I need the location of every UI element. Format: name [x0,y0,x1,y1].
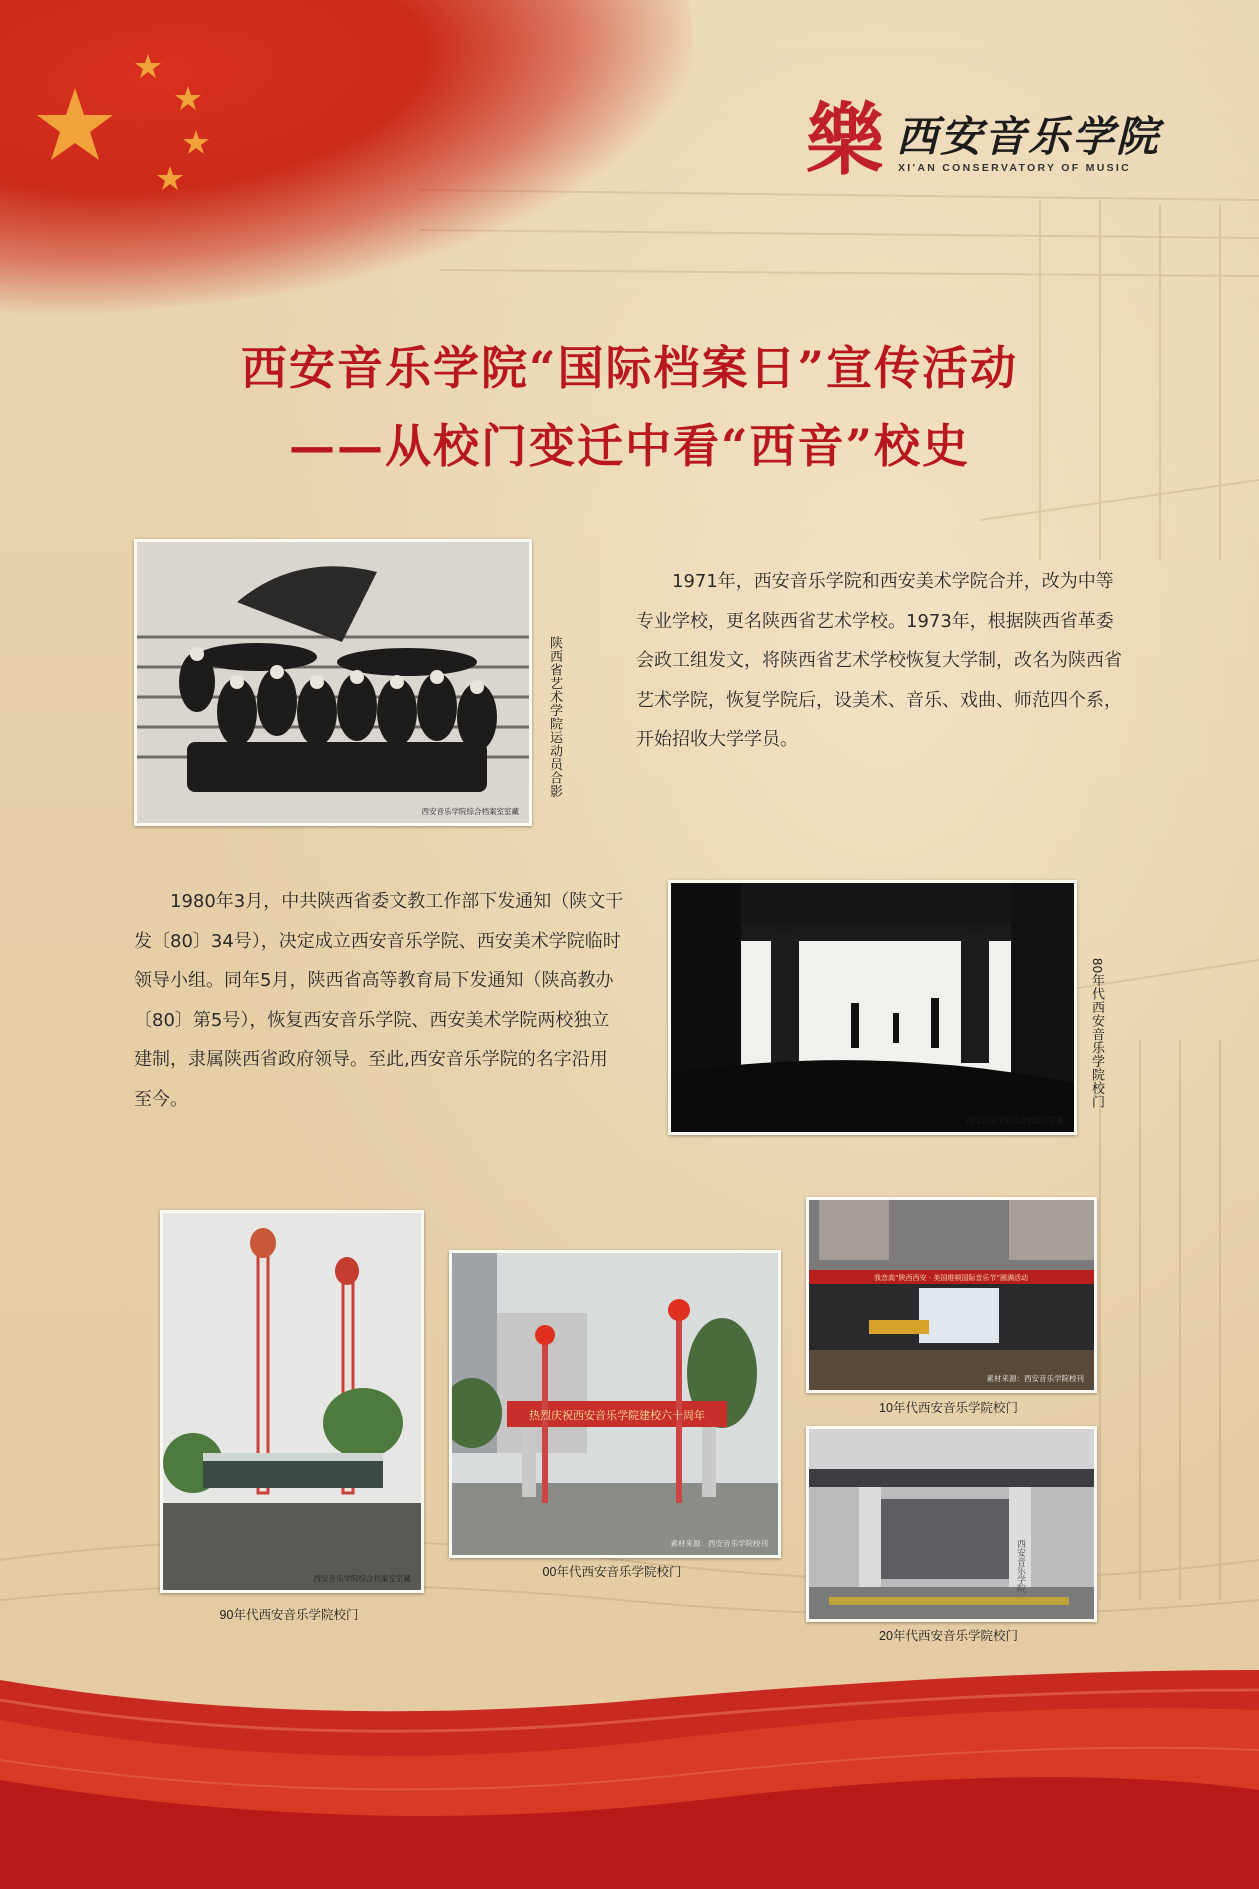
school-logo [806,96,1166,186]
photo-80s-gate [668,880,1077,1135]
page-subtitle: ——从校门变迁中看“西音”校史 [289,419,970,473]
photo-credit: 素材来源：西安音乐学院校刊 [986,1374,1084,1383]
photo-00s-gate [449,1250,781,1558]
photo-credit: 素材来源：西安音乐学院校刊 [670,1539,768,1548]
photo-caption-80s: 80年代西安音乐学院校门 [1090,958,1105,1109]
photo-caption-athletes: 陕西省艺术学院运动员合影 [548,636,563,798]
logo-name-en: XI'AN CONSERVATORY OF MUSIC [898,162,1132,174]
photo-10s-gate [806,1197,1097,1393]
photo-90s-gate [160,1210,424,1593]
flag-stars-icon [20,40,250,210]
photo-credit: 西安音乐学院综合档案室室藏 [313,1574,411,1583]
photo-athletes-group [134,539,532,826]
paragraph-1980: 1980年3月，中共陕西省委文教工作部下发通知（陕文干发〔80〕34号），决定成立西安音乐学院、西安美术学院临时领导小组。同年5月，陕西省高等教育局下发通知（陕高教办〔80〕第5号），恢复西安音乐学院、西安美术学院两校独立建制，隶属陕西省政府领导。至此,西安音乐学院的名字沿用至今。 [134,891,624,1110]
logo-mark-icon: 樂 [806,95,885,186]
banner-10s: 我音高“陕西西安 · 美国维顿国际音乐节”圆满活动 [874,1274,1028,1282]
caption-10s: 10年代西安音乐学院校门 [879,1401,1018,1415]
paragraph-1971: 1971年，西安音乐学院和西安美术学院合并，改为中等专业学校，更名陕西省艺术学校。1973年，根据陕西省革委会政工组发文，将陕西省艺术学校恢复大学制，改名为陕西省艺术学院，恢复学院后，设美术、音乐、戏曲、师范四个系，开始招收大学学员。 [636,571,1122,750]
logo-name-cn: 西安音乐学院 [896,112,1161,161]
page-title: 西安音乐学院“国际档案日”宣传活动 [241,341,1018,395]
caption-20s: 20年代西安音乐学院校门 [879,1629,1018,1643]
caption-00s: 00年代西安音乐学院校门 [542,1565,682,1579]
photo-credit: 西安音乐学院综合档案室室藏 [421,807,519,816]
caption-90s: 90年代西安音乐学院校门 [219,1608,359,1622]
photo-credit: 西安音乐学院综合档案室室藏 [966,1116,1064,1125]
photo-20s-gate [806,1426,1097,1622]
gate-sign-20s: 西安音乐学院 [1015,1539,1025,1593]
bottom-red-wave [0,1640,1259,1889]
banner-00s: 热烈庆祝西安音乐学院建校六十周年 [529,1409,705,1422]
